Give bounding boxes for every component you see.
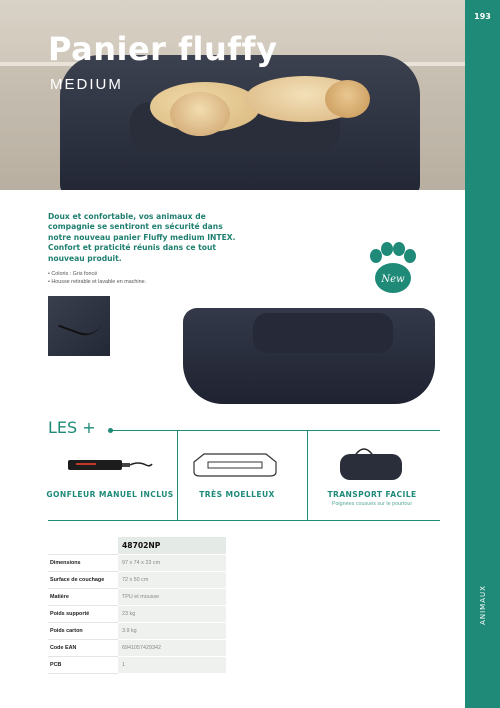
table-cell [48,537,118,554]
table-row [48,605,226,622]
spec-value: 97 x 74 x 23 cm [118,554,226,571]
intro-text: Doux et confortable, vos animaux de compagnie se sentiront en sécurité dans notre nouveau panier Fluffy medium INTEX. Confort et praticité réunis dans ce tout nouveau produit. [48,212,236,263]
table-row [48,588,226,605]
feature-sub-transport: Poignées cousues sur le pourtour [331,501,413,507]
spec-key: Matière [48,588,118,605]
bed-outline-icon [190,450,280,478]
table-row [48,571,226,588]
spec-value: 1 [118,656,226,673]
feature-label-pump: GONFLEUR MANUEL INCLUS [46,490,174,499]
feature-bullets [48,270,146,286]
spec-table [48,537,226,674]
spec-value: TPU et mousse [118,588,226,605]
new-paw-badge [364,242,420,298]
table-row [48,537,226,554]
les-plus-rule [112,430,440,431]
folded-bed-icon [336,446,408,482]
spec-key: Dimensions [48,554,118,571]
spec-key: Poids supporté [48,605,118,622]
feature-divider [177,430,178,520]
puppy-head-2 [325,80,370,118]
feature-label-transport: TRANSPORT FACILE [327,490,417,499]
hand-pump-icon [66,457,154,473]
spec-value: 3.9 kg [118,622,226,639]
bullet-item: • Housse retirable et lavable en machine. [48,278,146,286]
table-row [48,639,226,656]
table-row [48,622,226,639]
table-row [48,554,226,571]
spec-key: PCB [48,656,118,673]
puppy-head [170,92,230,136]
spec-key: Surface de couchage [48,571,118,588]
bullet-item: • Coloris : Gris foncé [48,270,146,278]
feature-bottom-rule [48,520,440,521]
feature-label-soft: TRÈS MOELLEUX [199,490,275,499]
spec-value: 72 x 50 cm [118,571,226,588]
product-reference: 48702NP [118,537,226,554]
page-title: Panier fluffy [48,30,278,68]
spec-value: 6941057429342 [118,639,226,656]
section-label [468,560,498,650]
table-row [48,656,226,673]
spec-value: 23 kg [118,605,226,622]
les-plus-title: LES + [48,418,96,437]
page-number: 193 [474,12,491,21]
new-badge-text: New [381,274,405,285]
spec-key: Code EAN [48,639,118,656]
page-subtitle: MEDIUM [50,76,123,93]
section-label-text: ANIMAUX [479,585,487,625]
product-bed-seat [253,313,393,353]
hero-photo [0,0,465,190]
spec-key: Poids carton [48,622,118,639]
